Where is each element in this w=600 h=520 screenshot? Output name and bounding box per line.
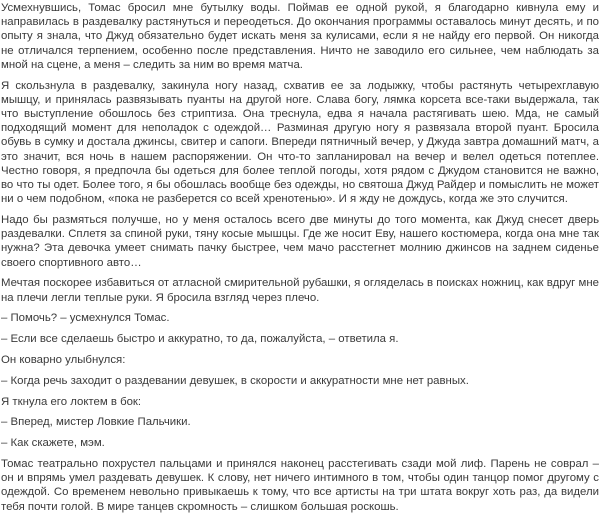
- paragraph-stretching: Надо бы размяться получше, но у меня осталось всего две минуты до того момента, как Джуд снесет дверь раздевалки. Сплетя за спиной руки, тяну косые мышцы. Где же носит Еву, нашего костюмера, когда она мне так нужна? Эта девочка умеет снимать пачку быстрее, чем мачо расстегнет молнию джинсов на заднем сиденье своего спортивного авто…: [1, 214, 599, 269]
- dialogue-line: Он коварно улыбнулся:: [1, 354, 126, 367]
- dialogue-line: Я ткнула его локтем в бок:: [1, 395, 142, 408]
- book-excerpt: [1, 1, 599, 520]
- paragraph-warm-hands: Мечтая поскорее избавиться от атласной смирительной рубашки, я огляделась в поисках ножниц, как вдруг мне на плечи легли теплые руки. Я бросила взгляд через плечо.: [1, 277, 599, 304]
- dialogue-line: – Когда речь заходит о раздевании девушек, в скорости и аккуратности мне нет равных.: [1, 374, 469, 387]
- paragraph-dressing-room: Я скользнула в раздевалку, закинула ногу назад, схватив ее за лодыжку, чтобы растянуть четырехглавую мышцу, и принялась развязывать пуанты на другой ноге. Слава богу, лямка корсета все-таки выдержала, так что выступление обошлось без стриптиза. Она треснула, едва я начала растягивать шею. Мда, не самый подходящий момент для неполадок с одеждой… Разминая другую ногу я развязала второй пуант. Бросила обувь в сумку и достала джинсы, свитер и сапоги. Впереди пятничный вечер, у Джуда завтра домашний матч, а это значит, вся ночь в нашем распоряжении. Он что-то запланировал на вечер и велел одеться потеплее. Честно говоря, я предпочла бы одеться для более теплой погоды, хотя рядом с Джудом становится не важно, во что ты одет. Более того, я бы обошлась вообще без одежды, но святоша Джуд Райдер и помыслить не может ни о чем подобном, «пока не разберется со всей хренотенью». И я жду не дождусь, когда же это случится.: [1, 79, 599, 206]
- dialogue-line: – Помочь? – усмехнулся Томас.: [1, 312, 170, 325]
- dialogue-line: – Вперед, мистер Ловкие Пальчики.: [1, 416, 191, 429]
- dialogue-line: – Если все сделаешь быстро и аккуратно, то да, пожалуйста, – ответила я.: [1, 333, 399, 346]
- paragraph-unlacing: Томас театрально похрустел пальцами и принялся наконец расстегивать сзади мой лиф. Парень не соврал – он и впрямь умел раздевать девушек. К слову, нет ничего интимного в том, чтобы один танцор помог другому с одеждой. Со временем невольно привыкаешь к тому, что все артисты на три штата вокруг хоть раз, да видели тебя почти голой. В мире танцев скромность – слишком большая роскошь.: [1, 458, 599, 513]
- paragraph-thomas-water: Усмехнувшись, Томас бросил мне бутылку воды. Поймав ее одной рукой, я благодарно кивнула ему и направилась в раздевалку растянуться и переодеться. До окончания программы оставалось минут десять, и по опыту я знала, что Джуд обязательно будет искать меня за кулисами, если я не найду его первой. Он никогда не отличался терпением, особенно после представления. Ничто не заводило его сильнее, чем наблюдать за мной на сцене, а меня – следить за ним во время матча.: [1, 2, 599, 71]
- dialogue-line: – Как скажете, мэм.: [1, 437, 105, 450]
